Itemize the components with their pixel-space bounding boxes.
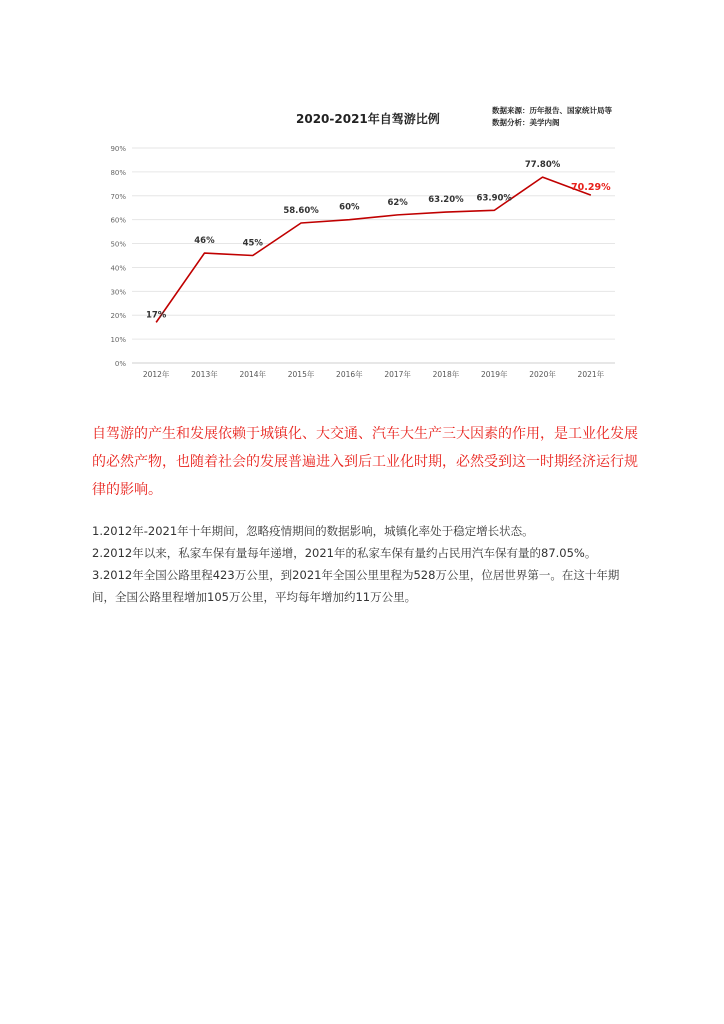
data-label: 77.80%	[524, 160, 561, 171]
data-source-block	[492, 105, 612, 129]
x-tick-label: 2017年	[384, 370, 411, 379]
note-item: 1.2012年-2021年十年期间，忽略疫情期间的数据影响，城镇化率处于稳定增长状态。	[92, 524, 534, 538]
note-item: 3.2012年全国公路里程423万公里，到2021年全国公里里程为528万公里，位居世界第一。在这十年期间，全国公路里程增加105万公里，平均每年增加约11万公里。	[92, 568, 620, 604]
data-label: 63.90%	[476, 193, 512, 204]
x-tick-label: 2020年	[529, 370, 556, 379]
y-tick-label: 80%	[110, 168, 126, 177]
data-analysis-line: 数据分析：美学内阁	[492, 118, 560, 127]
data-label: 58.60%	[283, 206, 319, 217]
y-tick-label: 30%	[110, 288, 126, 297]
data-label: 62%	[387, 197, 408, 208]
data-source-line: 数据来源：历年报告、国家统计局等	[492, 106, 612, 115]
chart-title: 2020-2021年自驾游比例	[296, 112, 440, 126]
y-tick-label: 90%	[110, 145, 126, 153]
data-label: 70.29%	[571, 182, 611, 194]
x-tick-label: 2018年	[432, 370, 460, 379]
y-tick-label: 50%	[110, 240, 126, 249]
x-tick-label: 2014年	[239, 370, 267, 379]
x-tick-label: 2012年	[142, 370, 170, 379]
data-label: 46%	[194, 236, 215, 247]
notes-list	[92, 520, 642, 608]
x-tick-label: 2016年	[336, 370, 363, 379]
line-chart	[100, 138, 620, 383]
data-label: 60%	[339, 202, 360, 213]
y-tick-label: 0%	[114, 360, 126, 368]
x-tick-label: 2021年	[577, 370, 605, 379]
note-item: 2.2012年以来，私家车保有量每年递增，2021年的私家车保有量约占民用汽车保有量的87.05%。	[92, 546, 597, 560]
series-line	[156, 177, 591, 322]
y-tick-label: 10%	[110, 336, 126, 345]
x-tick-label: 2015年	[287, 370, 315, 379]
intro-paragraph: 自驾游的产生和发展依赖于城镇化、大交通、汽车大生产三大因素的作用，是工业化发展的必然产物，也随着社会的发展普遍进入到后工业化时期，必然受到这一时期经济运行规律的影响。	[92, 426, 638, 498]
y-tick-label: 20%	[110, 312, 126, 321]
x-tick-label: 2019年	[480, 370, 508, 379]
y-tick-label: 40%	[110, 264, 126, 273]
data-label: 45%	[242, 238, 263, 249]
y-tick-label: 70%	[110, 192, 126, 201]
data-label: 63.20%	[428, 195, 464, 206]
y-tick-label: 60%	[110, 216, 126, 225]
data-label: 17%	[145, 310, 167, 321]
x-tick-label: 2013年	[191, 370, 218, 379]
